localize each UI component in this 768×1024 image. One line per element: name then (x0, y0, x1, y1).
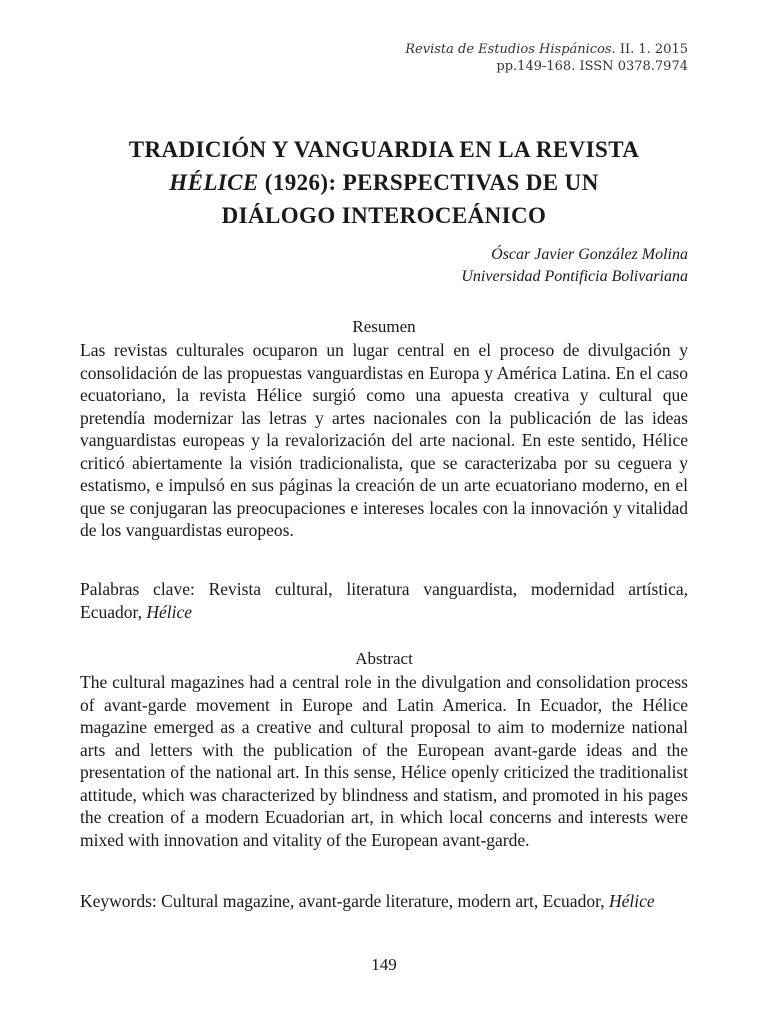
journal-header (405, 41, 688, 75)
resumen-keywords (80, 578, 688, 623)
journal-citation (405, 41, 688, 58)
abstract-keywords (80, 890, 688, 913)
author-block (461, 244, 688, 288)
resumen-keywords-label: Palabras clave: Revista cultural, literatura vanguardista, modernidad artística, Ecuador, (80, 579, 688, 622)
title-line-2-rest: (1926): PERSPECTIVAS DE UN (258, 170, 599, 195)
page-number: 149 (371, 955, 397, 974)
journal-volume: . II. 1. 2015 (611, 42, 688, 57)
author-name: Óscar Javier González Molina (491, 246, 688, 263)
resumen-text: Las revistas culturales ocuparon un lugar central en el proceso de divulgación y consolidación de las propuestas vanguardistas en Europa y América Latina. En el caso ecuatoriano, la revista Hélice surgió como una apuesta creativa y cultural que pretendía modernizar las letras y artes nacionales con la publicación de las ideas vanguardistas europeas y la revalorización del arte nacional. En este sentido, Hélice criticó abiertamente la visión tradicionalista, que se caracterizaba por su ceguera y estatismo, e impulsó en sus páginas la creación de un arte ecuatoriano moderno, en el que se conjugaran las preocupaciones e intereses locales con la innovación y vitalidad de los vanguardistas europeos. (80, 340, 688, 540)
title-line-1: TRADICIÓN Y VANGUARDIA EN LA REVISTA (128, 137, 640, 162)
journal-pages-issn: pp.149-168. ISSN 0378.7974 (496, 59, 688, 74)
author-affiliation: Universidad Pontificia Bolivariana (461, 268, 688, 285)
resumen-heading: Resumen (352, 317, 416, 336)
title-line-3: DIÁLOGO INTEROCEÁNICO (221, 203, 547, 228)
title-line-2 (80, 166, 688, 199)
abstract-text: The cultural magazines had a central role in the divulgation and consolidation process of avant-garde movement in Europe and Latin America. In Ecuador, the Hélice magazine emerged as a creative and cultural proposal to aim to modernize national arts and letters with the publication of the European avant-garde ideas and the presentation of the national art. In this sense, Hélice openly criticized the traditionalist attitude, which was characterized by blindness and statism, and promoted in his pages the creation of a modern Ecuadorian art, in which local concerns and interests were mixed with innovation and vitality of the European avant-garde. (80, 672, 688, 850)
resumen-keywords-italic: Hélice (146, 601, 193, 622)
journal-name: Revista de Estudios Hispánicos (405, 42, 612, 57)
article-title (80, 133, 688, 232)
title-magazine-name: HÉLICE (169, 170, 259, 195)
abstract-heading: Abstract (355, 649, 413, 668)
abstract-keywords-italic: Hélice (608, 891, 655, 911)
abstract-keywords-label: Keywords: Cultural magazine, avant-garde literature, modern art, Ecuador, (80, 891, 609, 911)
